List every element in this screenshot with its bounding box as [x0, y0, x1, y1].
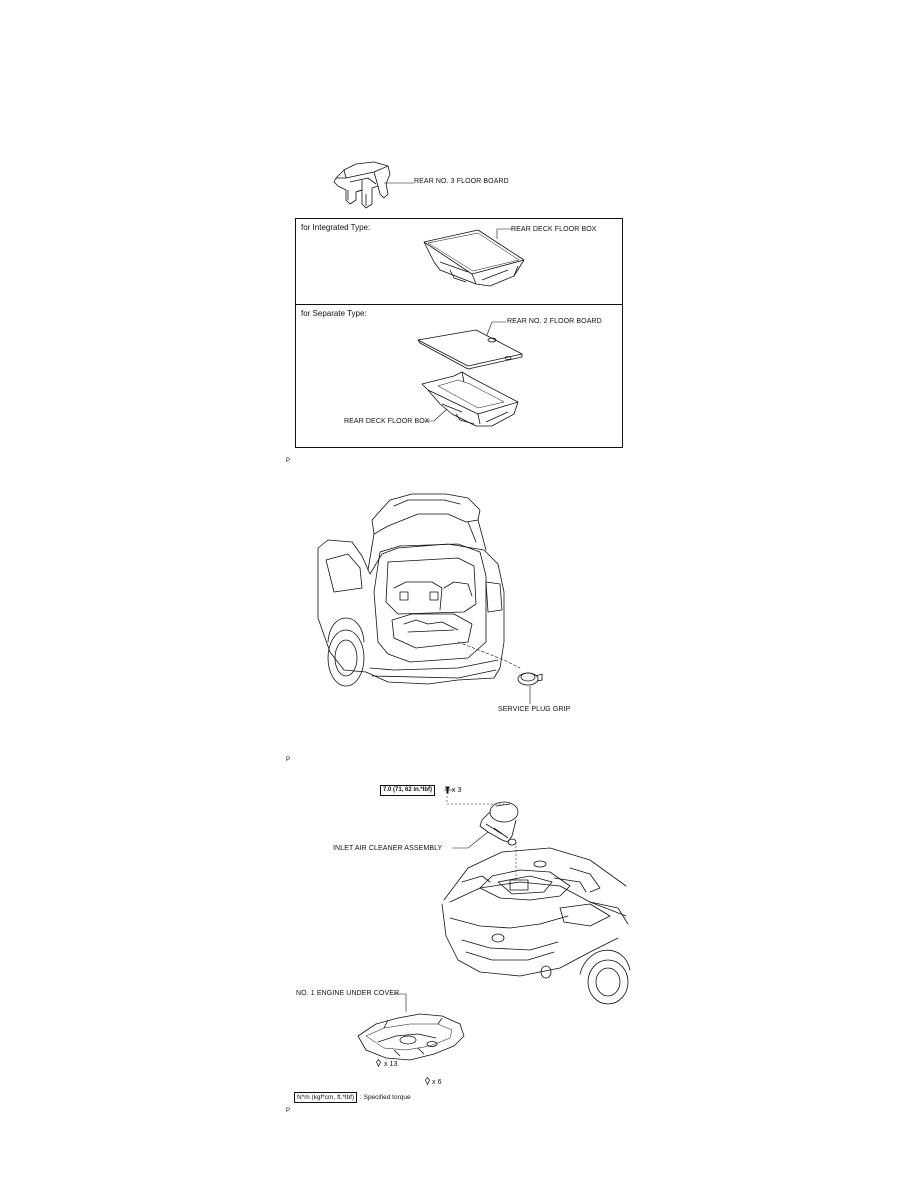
integrated-floor-box-label: REAR DECK FLOOR BOX	[511, 226, 597, 233]
service-plug-grip-illustration	[516, 668, 544, 688]
rear-no3-floor-board-label: REAR NO. 3 FLOOR BOARD	[414, 178, 509, 185]
section-divider	[295, 304, 623, 305]
rear-no2-floor-board-label: REAR NO. 2 FLOOR BOARD	[507, 318, 602, 325]
rear-no2-leader-line	[486, 320, 506, 336]
engine-under-cover-label: NO. 1 ENGINE UNDER COVER	[296, 990, 400, 997]
figure2-page-mark: P	[286, 757, 291, 763]
torque-legend-unit: N*m (kgf*cm, ft.*lbf)	[294, 1092, 357, 1103]
figure3-page-mark: P	[286, 1108, 291, 1114]
integrated-floor-box-illustration	[420, 226, 530, 294]
rear-no2-floor-board-illustration	[414, 326, 526, 368]
figure1-page-mark: P	[286, 458, 291, 464]
bolt-quantity-13: x 13	[384, 1061, 398, 1068]
integrated-type-title: for Integrated Type:	[301, 223, 371, 232]
torque-legend-description: : Specified torque	[360, 1094, 411, 1101]
vehicle-engine-bay-illustration	[440, 842, 630, 1004]
vehicle-rear-hatch-illustration	[308, 492, 530, 706]
bolt-icon	[376, 1059, 381, 1067]
torque-quantity: x 3	[452, 787, 462, 794]
integrated-box-leader-line	[496, 226, 512, 240]
engine-under-cover-illustration	[354, 1006, 466, 1064]
separate-type-title: for Separate Type:	[301, 309, 367, 318]
clip-quantity-6: x 6	[432, 1079, 442, 1086]
inlet-air-cleaner-label: INLET AIR CLEANER ASSEMBLY	[333, 845, 443, 852]
service-plug-grip-label: SERVICE PLUG GRIP	[498, 706, 571, 713]
torque-spec-box: 7.0 (71, 62 in.*lbf)	[380, 785, 435, 796]
service-plug-leader-line	[528, 686, 532, 704]
rear-no3-floor-board-illustration	[326, 160, 416, 215]
clip-icon	[425, 1077, 430, 1085]
rear-no3-leader-line	[384, 181, 414, 185]
separate-floor-box-label: REAR DECK FLOOR BOX	[344, 418, 430, 425]
